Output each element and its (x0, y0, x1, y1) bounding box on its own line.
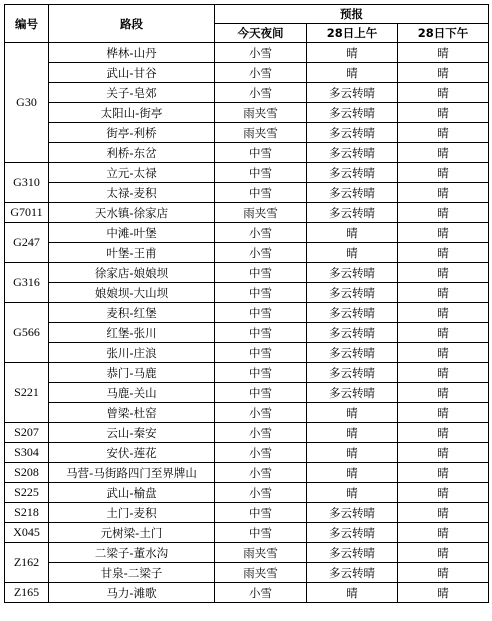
table-row (5, 463, 489, 483)
segment-cell: 立元-太禄 (49, 163, 215, 183)
afternoon-cell: 晴 (398, 63, 489, 83)
afternoon-cell: 晴 (398, 283, 489, 303)
table-row (5, 263, 489, 283)
tonight-cell: 小雪 (215, 83, 307, 103)
header-afternoon: 28日下午 (398, 24, 489, 43)
tonight-cell: 雨夹雪 (215, 123, 307, 143)
tonight-cell: 小雪 (215, 463, 307, 483)
road-code-cell: Z162 (5, 543, 49, 583)
morning-cell: 多云转晴 (307, 523, 398, 543)
segment-cell: 利桥-东岔 (49, 143, 215, 163)
morning-cell: 多云转晴 (307, 83, 398, 103)
afternoon-cell: 晴 (398, 423, 489, 443)
afternoon-cell: 晴 (398, 543, 489, 563)
morning-cell: 多云转晴 (307, 363, 398, 383)
road-code-cell: S208 (5, 463, 49, 483)
table-row (5, 423, 489, 443)
tonight-cell: 中雪 (215, 323, 307, 343)
tonight-cell: 小雪 (215, 423, 307, 443)
afternoon-cell: 晴 (398, 323, 489, 343)
morning-cell: 晴 (307, 423, 398, 443)
tonight-cell: 小雪 (215, 443, 307, 463)
tonight-cell: 小雪 (215, 583, 307, 603)
morning-cell: 晴 (307, 63, 398, 83)
table-row (5, 283, 489, 303)
morning-cell: 多云转晴 (307, 303, 398, 323)
segment-cell: 张川-庄浪 (49, 343, 215, 363)
segment-cell: 中滩-叶堡 (49, 223, 215, 243)
afternoon-cell: 晴 (398, 243, 489, 263)
morning-cell: 多云转晴 (307, 563, 398, 583)
tonight-cell: 小雪 (215, 63, 307, 83)
afternoon-cell: 晴 (398, 443, 489, 463)
morning-cell: 多云转晴 (307, 263, 398, 283)
segment-cell: 红堡-张川 (49, 323, 215, 343)
table-row (5, 343, 489, 363)
table-header (5, 5, 489, 43)
table-row (5, 143, 489, 163)
afternoon-cell: 晴 (398, 523, 489, 543)
segment-cell: 天水镇-徐家店 (49, 203, 215, 223)
table-row (5, 543, 489, 563)
tonight-cell: 中雪 (215, 363, 307, 383)
header-code: 编号 (5, 5, 49, 43)
morning-cell: 多云转晴 (307, 283, 398, 303)
road-code-cell: X045 (5, 523, 49, 543)
segment-cell: 叶堡-王甫 (49, 243, 215, 263)
table-row (5, 303, 489, 323)
segment-cell: 武山-榆盘 (49, 483, 215, 503)
afternoon-cell: 晴 (398, 43, 489, 63)
header-morning: 28日上午 (307, 24, 398, 43)
road-code-cell: G566 (5, 303, 49, 363)
morning-cell: 晴 (307, 223, 398, 243)
segment-cell: 马鹿-关山 (49, 383, 215, 403)
table-row (5, 583, 489, 603)
afternoon-cell: 晴 (398, 563, 489, 583)
tonight-cell: 中雪 (215, 263, 307, 283)
tonight-cell: 雨夹雪 (215, 203, 307, 223)
morning-cell: 晴 (307, 43, 398, 63)
afternoon-cell: 晴 (398, 163, 489, 183)
table-row (5, 203, 489, 223)
tonight-cell: 中雪 (215, 383, 307, 403)
tonight-cell: 雨夹雪 (215, 563, 307, 583)
segment-cell: 甘泉-二梁子 (49, 563, 215, 583)
morning-cell: 多云转晴 (307, 183, 398, 203)
morning-cell: 晴 (307, 243, 398, 263)
table-row (5, 363, 489, 383)
table-row (5, 163, 489, 183)
morning-cell: 多云转晴 (307, 203, 398, 223)
morning-cell: 多云转晴 (307, 543, 398, 563)
table-row (5, 243, 489, 263)
tonight-cell: 雨夹雪 (215, 103, 307, 123)
morning-cell: 晴 (307, 483, 398, 503)
afternoon-cell: 晴 (398, 383, 489, 403)
road-code-cell: S225 (5, 483, 49, 503)
table-row (5, 123, 489, 143)
morning-cell: 晴 (307, 403, 398, 423)
tonight-cell: 中雪 (215, 183, 307, 203)
road-code-cell: S218 (5, 503, 49, 523)
table-row (5, 223, 489, 243)
road-code-cell: G30 (5, 43, 49, 163)
afternoon-cell: 晴 (398, 183, 489, 203)
segment-cell: 马力-滩歌 (49, 583, 215, 603)
road-code-cell: S304 (5, 443, 49, 463)
segment-cell: 土门-麦积 (49, 503, 215, 523)
afternoon-cell: 晴 (398, 143, 489, 163)
segment-cell: 二梁子-董水沟 (49, 543, 215, 563)
segment-cell: 安伏-莲花 (49, 443, 215, 463)
morning-cell: 多云转晴 (307, 503, 398, 523)
afternoon-cell: 晴 (398, 403, 489, 423)
table-row (5, 383, 489, 403)
segment-cell: 关子-皂郊 (49, 83, 215, 103)
afternoon-cell: 晴 (398, 103, 489, 123)
tonight-cell: 小雪 (215, 223, 307, 243)
table-row (5, 483, 489, 503)
tonight-cell: 小雪 (215, 483, 307, 503)
segment-cell: 麦积-红堡 (49, 303, 215, 323)
afternoon-cell: 晴 (398, 503, 489, 523)
afternoon-cell: 晴 (398, 123, 489, 143)
table-row (5, 523, 489, 543)
table-row (5, 83, 489, 103)
segment-cell: 云山-秦安 (49, 423, 215, 443)
morning-cell: 多云转晴 (307, 103, 398, 123)
morning-cell: 晴 (307, 443, 398, 463)
table-row (5, 563, 489, 583)
segment-cell: 太阳山-街亭 (49, 103, 215, 123)
afternoon-cell: 晴 (398, 463, 489, 483)
tonight-cell: 中雪 (215, 143, 307, 163)
segment-cell: 太禄-麦积 (49, 183, 215, 203)
road-code-cell: S207 (5, 423, 49, 443)
table-row (5, 443, 489, 463)
afternoon-cell: 晴 (398, 483, 489, 503)
road-code-cell: G7011 (5, 203, 49, 223)
segment-cell: 曾梁-杜窑 (49, 403, 215, 423)
table-body (5, 43, 489, 603)
segment-cell: 街亭-利桥 (49, 123, 215, 143)
tonight-cell: 中雪 (215, 283, 307, 303)
tonight-cell: 中雪 (215, 303, 307, 323)
tonight-cell: 雨夹雪 (215, 543, 307, 563)
tonight-cell: 小雪 (215, 243, 307, 263)
road-code-cell: G310 (5, 163, 49, 203)
segment-cell: 元树梁-土门 (49, 523, 215, 543)
road-weather-forecast-table (4, 4, 489, 603)
road-code-cell: S221 (5, 363, 49, 423)
afternoon-cell: 晴 (398, 83, 489, 103)
segment-cell: 娘娘坝-大山坝 (49, 283, 215, 303)
tonight-cell: 中雪 (215, 503, 307, 523)
tonight-cell: 小雪 (215, 43, 307, 63)
road-code-cell: G316 (5, 263, 49, 303)
morning-cell: 多云转晴 (307, 323, 398, 343)
header-segment: 路段 (49, 5, 215, 43)
table-row (5, 43, 489, 63)
morning-cell: 晴 (307, 583, 398, 603)
afternoon-cell: 晴 (398, 303, 489, 323)
tonight-cell: 中雪 (215, 523, 307, 543)
tonight-cell: 中雪 (215, 343, 307, 363)
morning-cell: 多云转晴 (307, 123, 398, 143)
segment-cell: 武山-甘谷 (49, 63, 215, 83)
tonight-cell: 小雪 (215, 403, 307, 423)
segment-cell: 马营-马街路四门至界牌山 (49, 463, 215, 483)
segment-cell: 桦林-山丹 (49, 43, 215, 63)
header-forecast: 预报 (215, 5, 489, 24)
afternoon-cell: 晴 (398, 363, 489, 383)
table-row (5, 63, 489, 83)
morning-cell: 多云转晴 (307, 383, 398, 403)
afternoon-cell: 晴 (398, 263, 489, 283)
morning-cell: 多云转晴 (307, 343, 398, 363)
road-code-cell: Z165 (5, 583, 49, 603)
table-row (5, 503, 489, 523)
road-code-cell: G247 (5, 223, 49, 263)
table-row (5, 403, 489, 423)
afternoon-cell: 晴 (398, 223, 489, 243)
header-tonight: 今天夜间 (215, 24, 307, 43)
table-row (5, 103, 489, 123)
table-row (5, 323, 489, 343)
table-row (5, 183, 489, 203)
morning-cell: 晴 (307, 463, 398, 483)
afternoon-cell: 晴 (398, 343, 489, 363)
segment-cell: 恭门-马鹿 (49, 363, 215, 383)
morning-cell: 多云转晴 (307, 163, 398, 183)
morning-cell: 多云转晴 (307, 143, 398, 163)
tonight-cell: 中雪 (215, 163, 307, 183)
segment-cell: 徐家店-娘娘坝 (49, 263, 215, 283)
afternoon-cell: 晴 (398, 583, 489, 603)
afternoon-cell: 晴 (398, 203, 489, 223)
